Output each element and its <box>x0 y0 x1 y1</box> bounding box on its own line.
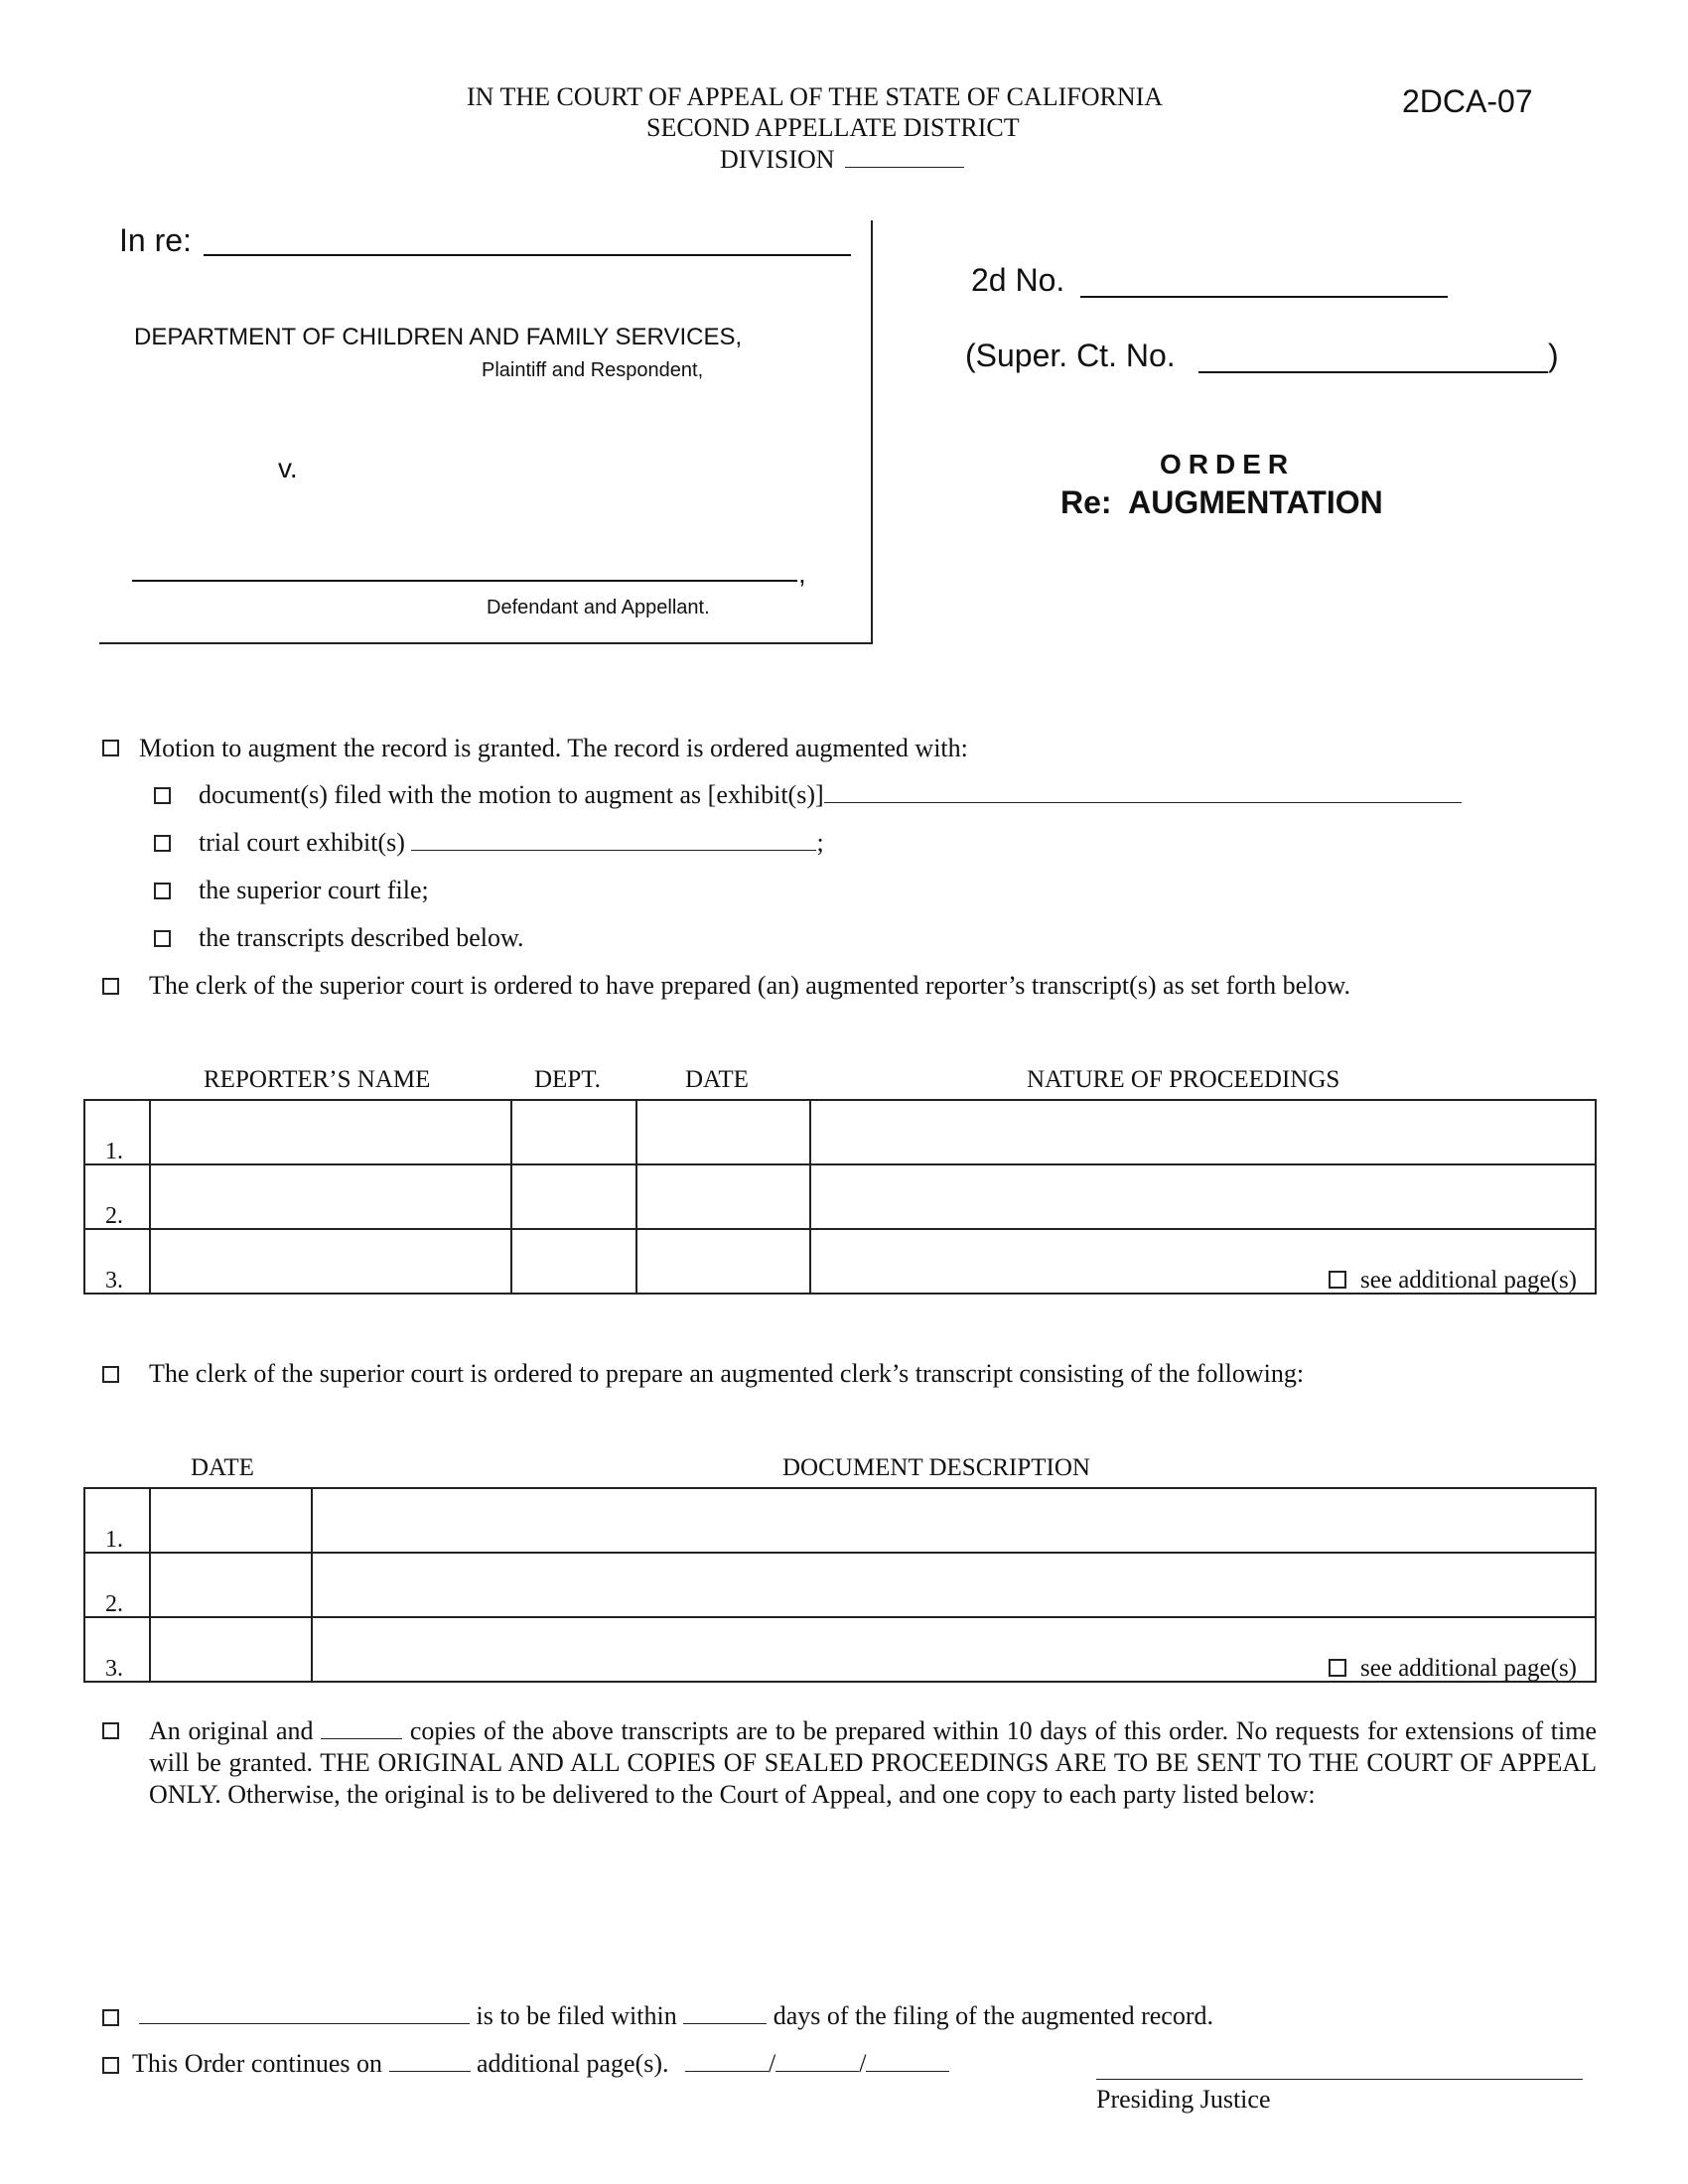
reporter-name-cell[interactable] <box>150 1229 511 1294</box>
date-cell[interactable] <box>150 1553 312 1617</box>
appeal-number-blank[interactable] <box>1080 276 1448 298</box>
reporter-date-header: DATE <box>685 1066 749 1093</box>
date-cell[interactable] <box>636 1164 810 1229</box>
date-year-blank[interactable] <box>866 2049 949 2072</box>
clerk-table <box>83 1487 1597 1683</box>
reporter-name-header: REPORTER’S NAME <box>204 1066 431 1093</box>
description-cell[interactable] <box>312 1553 1596 1617</box>
presiding-justice-label: Presiding Justice <box>1096 2085 1271 2114</box>
row-number-cell <box>84 1488 150 1553</box>
row-number-cell <box>84 1164 150 1229</box>
caption-box-right-border <box>871 220 873 644</box>
row-number: 3. <box>105 1268 123 1294</box>
clerk-additional-text: see additional page(s) <box>1360 1655 1577 1682</box>
copies-text-part1: An original and <box>149 1716 314 1745</box>
brief-name-blank[interactable] <box>139 2001 470 2024</box>
date-cell[interactable] <box>150 1617 312 1682</box>
in-re-blank[interactable] <box>204 234 851 256</box>
row-number: 1. <box>105 1139 123 1164</box>
exhibits-semicolon: ; <box>816 828 824 857</box>
plaintiff-role: Plaintiff and Respondent, <box>482 359 704 381</box>
row-number-cell <box>84 1553 150 1617</box>
days-of-filing-text: days of the filing of the augmented record. <box>773 2001 1213 2030</box>
date-cell[interactable] <box>636 1229 810 1294</box>
reporter-dept-header: DEPT. <box>534 1066 601 1093</box>
table-row <box>84 1164 1596 1229</box>
reporter-name-cell[interactable] <box>150 1100 511 1164</box>
date-cell[interactable] <box>636 1100 810 1164</box>
division-label: DIVISION <box>720 145 835 174</box>
reporter-table <box>83 1099 1597 1295</box>
superior-number-blank[interactable] <box>1198 351 1548 373</box>
table-row <box>84 1100 1596 1164</box>
clerk-description-header: DOCUMENT DESCRIPTION <box>782 1454 1090 1481</box>
row-number-cell <box>84 1617 150 1682</box>
defendant-blank[interactable] <box>132 560 797 582</box>
nature-cell[interactable] <box>810 1229 1596 1294</box>
order-subtitle: Re: AUGMENTATION <box>1060 484 1383 520</box>
clerk-order-text: The clerk of the superior court is ordered to prepare an augmented clerk’s transcript consisting of the following: <box>149 1359 1305 1388</box>
date-cell[interactable] <box>150 1488 312 1553</box>
appeal-number-label: 2d No. <box>971 262 1065 298</box>
documents-text: document(s) filed with the motion to augment as [exhibit(s)] <box>199 780 824 809</box>
documents-line <box>199 780 1462 810</box>
reporter-order-checkbox[interactable] <box>102 978 119 995</box>
motion-granted-text: Motion to augment the record is granted. The record is ordered augmented with: <box>139 734 968 762</box>
exhibits-line <box>199 828 824 858</box>
dept-cell[interactable] <box>511 1229 636 1294</box>
row-number: 1. <box>105 1527 123 1553</box>
row-number: 3. <box>105 1656 123 1682</box>
defendant-role: Defendant and Appellant. <box>487 597 710 618</box>
filed-within-text: is to be filed within <box>476 2001 677 2030</box>
continues-checkbox[interactable] <box>102 2057 119 2074</box>
documents-checkbox[interactable] <box>154 787 171 804</box>
reporter-nature-header: NATURE OF PROCEEDINGS <box>1027 1066 1340 1093</box>
copies-text-part2: copies of the above transcripts are to be prepared within 10 days of this order. No requests for extensions of time will be granted. THE ORIGINAL AND ALL COPIES OF SEALED PROCEEDINGS ARE TO BE SENT TO THE COURT OF APPEAL ONLY. Otherwise, the original is to be delivered to the Court of Appeal, and one copy to each party listed below: <box>149 1716 1598 1809</box>
transcripts-text: the transcripts described below. <box>199 923 524 952</box>
reporter-additional-checkbox[interactable] <box>1329 1271 1346 1289</box>
nature-cell[interactable] <box>810 1100 1596 1164</box>
continues-line <box>132 2049 949 2079</box>
continues-on-text: This Order continues on <box>132 2049 383 2078</box>
date-separator: / <box>769 2049 776 2078</box>
row-number-cell <box>84 1100 150 1164</box>
form-number: 2DCA-07 <box>1402 83 1533 119</box>
date-month-blank[interactable] <box>685 2049 769 2072</box>
documents-blank[interactable] <box>824 780 1462 803</box>
division-line <box>720 145 964 175</box>
date-separator: / <box>859 2049 867 2078</box>
nature-cell[interactable] <box>810 1164 1596 1229</box>
signature-line[interactable] <box>1096 2079 1583 2080</box>
transcripts-checkbox[interactable] <box>154 930 171 947</box>
court-file-text: the superior court file; <box>199 876 429 904</box>
copies-count-blank[interactable] <box>321 1718 402 1739</box>
reporter-additional-pages <box>1329 1267 1577 1295</box>
court-district-line: SECOND APPELLATE DISTRICT <box>646 113 1020 142</box>
table-row <box>84 1553 1596 1617</box>
row-number: 2. <box>105 1203 123 1229</box>
row-number: 2. <box>105 1591 123 1617</box>
date-day-blank[interactable] <box>775 2049 859 2072</box>
additional-pages-text: additional page(s). <box>477 2049 669 2078</box>
reporter-order-text: The clerk of the superior court is ordered to have prepared (an) augmented reporter’s transcript(s) as set forth below. <box>149 971 1350 1000</box>
dept-cell[interactable] <box>511 1100 636 1164</box>
filing-days-blank[interactable] <box>683 2001 767 2024</box>
reporter-name-cell[interactable] <box>150 1164 511 1229</box>
motion-granted-checkbox[interactable] <box>102 740 119 756</box>
reporter-additional-text: see additional page(s) <box>1360 1267 1577 1294</box>
exhibits-text: trial court exhibit(s) <box>199 828 405 857</box>
court-name-line1: IN THE COURT OF APPEAL OF THE STATE OF CALIFORNIA <box>467 82 1164 111</box>
order-title: ORDER <box>1160 449 1296 479</box>
clerk-additional-checkbox[interactable] <box>1329 1659 1346 1677</box>
clerk-date-header: DATE <box>191 1454 254 1481</box>
division-blank[interactable] <box>845 147 964 168</box>
brief-filing-line <box>139 2001 1213 2031</box>
row-number-cell <box>84 1229 150 1294</box>
table-row <box>84 1488 1596 1553</box>
versus-label: v. <box>278 453 298 483</box>
clerk-order-checkbox[interactable] <box>102 1366 119 1383</box>
in-re-label: In re: <box>119 222 192 258</box>
continues-pages-blank[interactable] <box>389 2049 471 2072</box>
table-row <box>84 1229 1596 1294</box>
defendant-comma: , <box>798 558 806 589</box>
description-cell[interactable] <box>312 1617 1596 1682</box>
exhibits-checkbox[interactable] <box>154 835 171 852</box>
caption-box-bottom-border <box>99 642 873 644</box>
superior-number-label: (Super. Ct. No. <box>965 338 1176 373</box>
dept-cell[interactable] <box>511 1164 636 1229</box>
exhibits-blank[interactable] <box>411 828 816 851</box>
court-file-checkbox[interactable] <box>154 883 171 899</box>
clerk-additional-pages <box>1329 1655 1577 1683</box>
table-row <box>84 1617 1596 1682</box>
description-cell[interactable] <box>312 1488 1596 1553</box>
superior-number-close: ) <box>1548 338 1559 373</box>
brief-filing-checkbox[interactable] <box>102 2009 119 2026</box>
copies-paragraph <box>149 1715 1597 1811</box>
copies-checkbox[interactable] <box>102 1722 119 1739</box>
plaintiff-name: DEPARTMENT OF CHILDREN AND FAMILY SERVICES, <box>134 324 743 350</box>
